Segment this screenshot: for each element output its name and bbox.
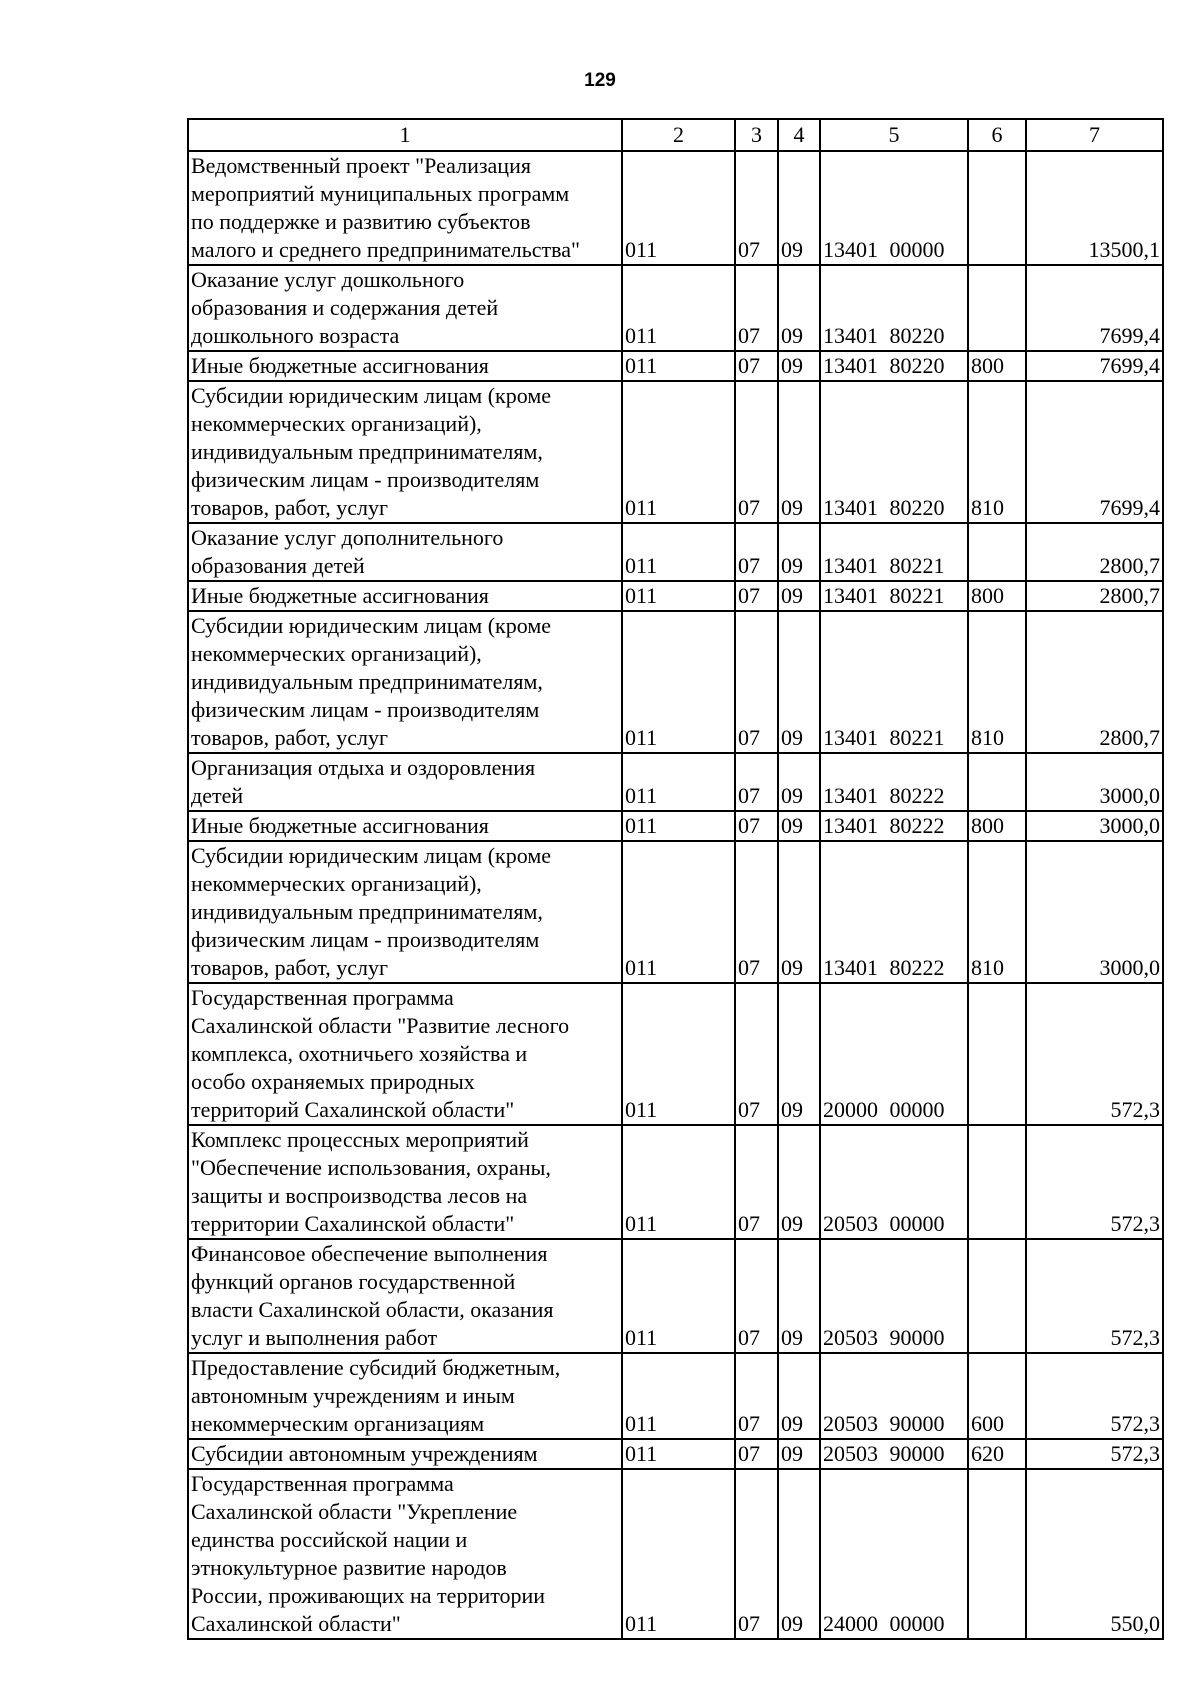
ministry-code-cell: 011 xyxy=(622,611,735,753)
amount-cell: 3000,0 xyxy=(1026,841,1163,983)
row-name-cell: Комплекс процессных мероприятий "Обеспечение использования, охраны, защиты и воспроизводства лесов на территории Сахалинской области" xyxy=(188,1125,622,1239)
target-article-cell: 13401 80222 xyxy=(820,811,968,841)
expense-type-cell xyxy=(968,983,1026,1125)
target-article-cell: 13401 00000 xyxy=(820,151,968,265)
table-row xyxy=(188,1239,1163,1353)
ministry-code-cell: 011 xyxy=(622,811,735,841)
subsection-code-cell: 09 xyxy=(778,1239,820,1353)
row-name-cell: Ведомственный проект "Реализация мероприятий муниципальных программ по поддержке и развитию субъектов малого и среднего предпринимательства" xyxy=(188,151,622,265)
subsection-code-cell: 09 xyxy=(778,1469,820,1639)
row-name-cell: Организация отдыха и оздоровления детей xyxy=(188,753,622,811)
target-article-cell: 20503 90000 xyxy=(820,1353,968,1439)
subsection-code-cell: 09 xyxy=(778,983,820,1125)
section-code-cell: 07 xyxy=(735,611,778,753)
row-name-cell: Субсидии юридическим лицам (кроме некоммерческих организаций), индивидуальным предпринимателям, физическим лицам - производителям товаров, работ, услуг xyxy=(188,841,622,983)
expense-type-cell xyxy=(968,523,1026,581)
col-header-1: 1 xyxy=(188,119,622,151)
amount-cell: 7699,4 xyxy=(1026,351,1163,381)
table-row xyxy=(188,1469,1163,1639)
page-number: 129 xyxy=(584,70,616,91)
target-article-cell: 20503 90000 xyxy=(820,1439,968,1469)
target-article-cell: 13401 80222 xyxy=(820,753,968,811)
subsection-code-cell: 09 xyxy=(778,753,820,811)
ministry-code-cell: 011 xyxy=(622,351,735,381)
section-code-cell: 07 xyxy=(735,523,778,581)
amount-cell: 550,0 xyxy=(1026,1469,1163,1639)
table-body xyxy=(188,151,1163,1639)
subsection-code-cell: 09 xyxy=(778,611,820,753)
amount-cell: 572,3 xyxy=(1026,1239,1163,1353)
expense-type-cell: 620 xyxy=(968,1439,1026,1469)
section-code-cell: 07 xyxy=(735,581,778,611)
target-article-cell: 13401 80220 xyxy=(820,351,968,381)
target-article-cell: 20503 00000 xyxy=(820,1125,968,1239)
table-row xyxy=(188,581,1163,611)
amount-cell: 7699,4 xyxy=(1026,265,1163,351)
amount-cell: 572,3 xyxy=(1026,1353,1163,1439)
subsection-code-cell: 09 xyxy=(778,351,820,381)
subsection-code-cell: 09 xyxy=(778,1439,820,1469)
subsection-code-cell: 09 xyxy=(778,581,820,611)
subsection-code-cell: 09 xyxy=(778,1353,820,1439)
expense-type-cell xyxy=(968,1469,1026,1639)
table-row xyxy=(188,523,1163,581)
col-header-4: 4 xyxy=(778,119,820,151)
target-article-cell: 13401 80220 xyxy=(820,381,968,523)
table-row xyxy=(188,983,1163,1125)
table-row xyxy=(188,611,1163,753)
expense-type-cell xyxy=(968,1125,1026,1239)
ministry-code-cell: 011 xyxy=(622,841,735,983)
table-row xyxy=(188,351,1163,381)
col-header-2: 2 xyxy=(622,119,735,151)
row-name-cell: Субсидии юридическим лицам (кроме некоммерческих организаций), индивидуальным предпринимателям, физическим лицам - производителям товаров, работ, услуг xyxy=(188,381,622,523)
table-row xyxy=(188,841,1163,983)
subsection-code-cell: 09 xyxy=(778,381,820,523)
row-name-cell: Субсидии автономным учреждениям xyxy=(188,1439,622,1469)
target-article-cell: 13401 80220 xyxy=(820,265,968,351)
expense-type-cell: 810 xyxy=(968,611,1026,753)
subsection-code-cell: 09 xyxy=(778,1125,820,1239)
amount-cell: 572,3 xyxy=(1026,983,1163,1125)
section-code-cell: 07 xyxy=(735,983,778,1125)
amount-cell: 7699,4 xyxy=(1026,381,1163,523)
subsection-code-cell: 09 xyxy=(778,265,820,351)
target-article-cell: 13401 80221 xyxy=(820,581,968,611)
col-header-7: 7 xyxy=(1026,119,1163,151)
amount-cell: 2800,7 xyxy=(1026,523,1163,581)
col-header-6: 6 xyxy=(968,119,1026,151)
section-code-cell: 07 xyxy=(735,1239,778,1353)
expense-type-cell: 800 xyxy=(968,351,1026,381)
col-header-5: 5 xyxy=(820,119,968,151)
ministry-code-cell: 011 xyxy=(622,265,735,351)
header-row xyxy=(188,119,1163,151)
row-name-cell: Государственная программа Сахалинской области "Развитие лесного комплекса, охотничьего хозяйства и особо охраняемых природных территорий Сахалинской области" xyxy=(188,983,622,1125)
row-name-cell: Субсидии юридическим лицам (кроме некоммерческих организаций), индивидуальным предпринимателям, физическим лицам - производителям товаров, работ, услуг xyxy=(188,611,622,753)
section-code-cell: 07 xyxy=(735,151,778,265)
target-article-cell: 20000 00000 xyxy=(820,983,968,1125)
section-code-cell: 07 xyxy=(735,351,778,381)
table-row xyxy=(188,265,1163,351)
amount-cell: 572,3 xyxy=(1026,1125,1163,1239)
subsection-code-cell: 09 xyxy=(778,151,820,265)
section-code-cell: 07 xyxy=(735,1125,778,1239)
table-row xyxy=(188,753,1163,811)
row-name-cell: Оказание услуг дошкольного образования и содержания детей дошкольного возраста xyxy=(188,265,622,351)
ministry-code-cell: 011 xyxy=(622,151,735,265)
table-row xyxy=(188,811,1163,841)
budget-table xyxy=(187,118,1164,1640)
table-row xyxy=(188,381,1163,523)
ministry-code-cell: 011 xyxy=(622,753,735,811)
expense-type-cell: 800 xyxy=(968,581,1026,611)
table-row xyxy=(188,1439,1163,1469)
ministry-code-cell: 011 xyxy=(622,1239,735,1353)
expense-type-cell xyxy=(968,753,1026,811)
section-code-cell: 07 xyxy=(735,265,778,351)
row-name-cell: Иные бюджетные ассигнования xyxy=(188,581,622,611)
expense-type-cell: 600 xyxy=(968,1353,1026,1439)
row-name-cell: Иные бюджетные ассигнования xyxy=(188,351,622,381)
target-article-cell: 24000 00000 xyxy=(820,1469,968,1639)
subsection-code-cell: 09 xyxy=(778,523,820,581)
target-article-cell: 13401 80222 xyxy=(820,841,968,983)
expense-type-cell: 810 xyxy=(968,841,1026,983)
row-name-cell: Финансовое обеспечение выполнения функций органов государственной власти Сахалинской области, оказания услуг и выполнения работ xyxy=(188,1239,622,1353)
row-name-cell: Иные бюджетные ассигнования xyxy=(188,811,622,841)
target-article-cell: 20503 90000 xyxy=(820,1239,968,1353)
expense-type-cell xyxy=(968,1239,1026,1353)
section-code-cell: 07 xyxy=(735,1469,778,1639)
amount-cell: 13500,1 xyxy=(1026,151,1163,265)
amount-cell: 3000,0 xyxy=(1026,811,1163,841)
target-article-cell: 13401 80221 xyxy=(820,523,968,581)
expense-type-cell: 800 xyxy=(968,811,1026,841)
table-row xyxy=(188,1353,1163,1439)
amount-cell: 2800,7 xyxy=(1026,611,1163,753)
table-row xyxy=(188,1125,1163,1239)
section-code-cell: 07 xyxy=(735,753,778,811)
row-name-cell: Государственная программа Сахалинской области "Укрепление единства российской нации и этнокультурное развитие народов России, проживающих на территории Сахалинской области" xyxy=(188,1469,622,1639)
ministry-code-cell: 011 xyxy=(622,581,735,611)
ministry-code-cell: 011 xyxy=(622,983,735,1125)
section-code-cell: 07 xyxy=(735,1439,778,1469)
ministry-code-cell: 011 xyxy=(622,1439,735,1469)
row-name-cell: Оказание услуг дополнительного образования детей xyxy=(188,523,622,581)
ministry-code-cell: 011 xyxy=(622,381,735,523)
expense-type-cell xyxy=(968,265,1026,351)
section-code-cell: 07 xyxy=(735,381,778,523)
ministry-code-cell: 011 xyxy=(622,1353,735,1439)
section-code-cell: 07 xyxy=(735,1353,778,1439)
ministry-code-cell: 011 xyxy=(622,1125,735,1239)
amount-cell: 3000,0 xyxy=(1026,753,1163,811)
subsection-code-cell: 09 xyxy=(778,841,820,983)
col-header-3: 3 xyxy=(735,119,778,151)
ministry-code-cell: 011 xyxy=(622,1469,735,1639)
expense-type-cell: 810 xyxy=(968,381,1026,523)
section-code-cell: 07 xyxy=(735,841,778,983)
amount-cell: 2800,7 xyxy=(1026,581,1163,611)
target-article-cell: 13401 80221 xyxy=(820,611,968,753)
table-row xyxy=(188,151,1163,265)
amount-cell: 572,3 xyxy=(1026,1439,1163,1469)
subsection-code-cell: 09 xyxy=(778,811,820,841)
section-code-cell: 07 xyxy=(735,811,778,841)
expense-type-cell xyxy=(968,151,1026,265)
ministry-code-cell: 011 xyxy=(622,523,735,581)
row-name-cell: Предоставление субсидий бюджетным, автономным учреждениям и иным некоммерческим организациям xyxy=(188,1353,622,1439)
